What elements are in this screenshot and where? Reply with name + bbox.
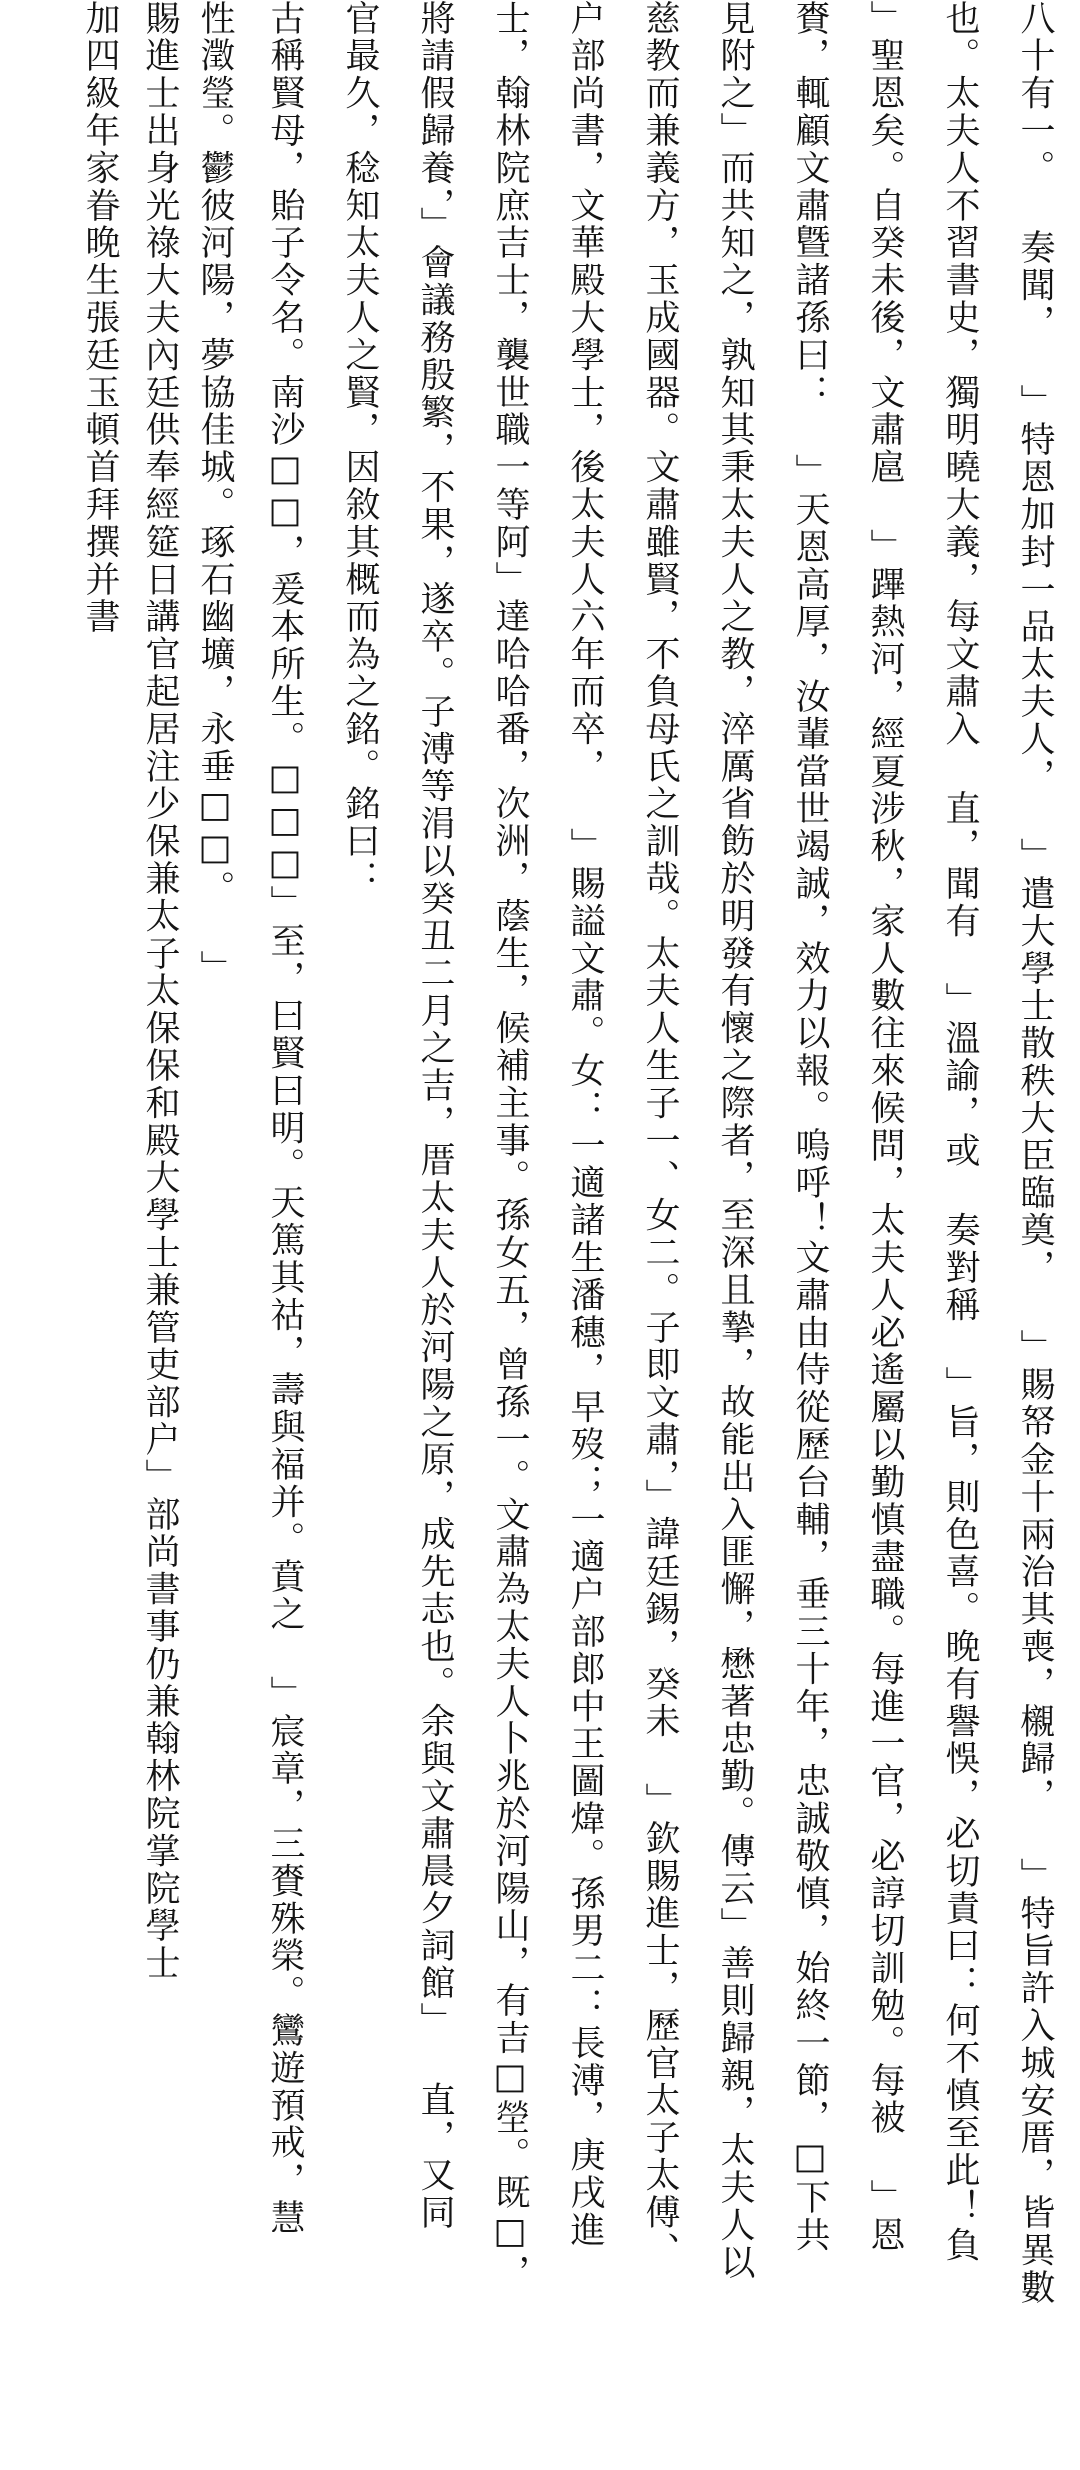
text-column-2: 也。太夫人不習書史，獨明曉大義，每文肅入 直，聞有 」溫諭，或 奏對稱 」旨，則色喜。晚有譽悞，必切責曰：何不慎至此！負 [940, 0, 980, 2264]
text-column-6: 慈教而兼義方，玉成國器。文肅雖賢，不負母氏之訓哉。太夫人生子一、女二。子即文肅，」諱廷錫，癸未 」欽賜進士，歷官太子太傅、 [640, 0, 680, 2269]
text-column-10: 官最久，稔知太夫人之賢，因敘其概而為之銘。銘曰： [340, 0, 380, 898]
text-column-9: 將請假歸養，」會議務殷繁，不果，遂卒。子溥等涓以癸丑二月之吉，厝太夫人於河陽之原，成先志也。余與文肅晨夕詞館」 直，又同 [415, 0, 455, 2232]
inscription-column-1: 古稱賢母，貽子令名。南沙□□，爰本所生。□□□」至，曰賢曰明。天篤其祜，壽與福并。賁之 」宸章，三賚殊榮。鸞遊預戒，慧 [265, 0, 305, 2237]
text-column-3: 」聖恩矣。自癸未後，文肅扈 」蹕熱河，經夏涉秋，家人數往來候問，太夫人必遙屬以勤慎盡職。每進一官，必諄切訓勉。每被 」恩 [865, 0, 905, 2254]
inscription-column-2: 性澂瑩。鬱彼河陽，夢協佳城。琢石幽壙，永垂□□。 」 [195, 0, 235, 988]
text-column-5: 見附之」而共知之，孰知其秉太夫人之教，淬厲省飭於明發有懷之際者，至深且摯，故能出入匪懈，懋著忠勤。傳云」善則歸親，太夫人以 [715, 0, 755, 2282]
text-column-1: 八十有一。 奏聞， 」特恩加封一品太夫人， 」遣大學士散秩大臣臨奠， 」賜帑金十兩治其喪，櫬歸， 」特旨許入城安厝，皆異數 [1015, 0, 1055, 2307]
text-column-4: 賚，輒顧文肅曁諸孫曰： 」天恩高厚，汝輩當世竭誠，效力以報。嗚呼！文肅由侍從歷台輔，垂三十年，忠誠敬慎，始終一節，□下共 [790, 0, 830, 2254]
text-column-7: 户部尚書，文華殿大學士，後太夫人六年而卒， 」賜謚文肅。女：一適諸生潘穗，早歿；一適户部郎中王圖煒。孫男二：長溥，庚戌進 [565, 0, 605, 2249]
author-signature-column: 加四級年家眷晚生張廷玉頓首拜撰并書 [80, 0, 120, 636]
author-title-column: 賜進士出身光祿大夫內廷供奉經筵日講官起居注少保兼太子太保保和殿大學士兼管吏部户」部尚書事仍兼翰林院掌院學士 [140, 0, 180, 1983]
text-column-8: 士，翰林院庶吉士，襲世職一等阿」達哈哈番，次洲，蔭生，候補主事。孫女五，曾孫一。文肅為太夫人卜兆於河陽山，有吉□塋。既□， [490, 0, 530, 2292]
